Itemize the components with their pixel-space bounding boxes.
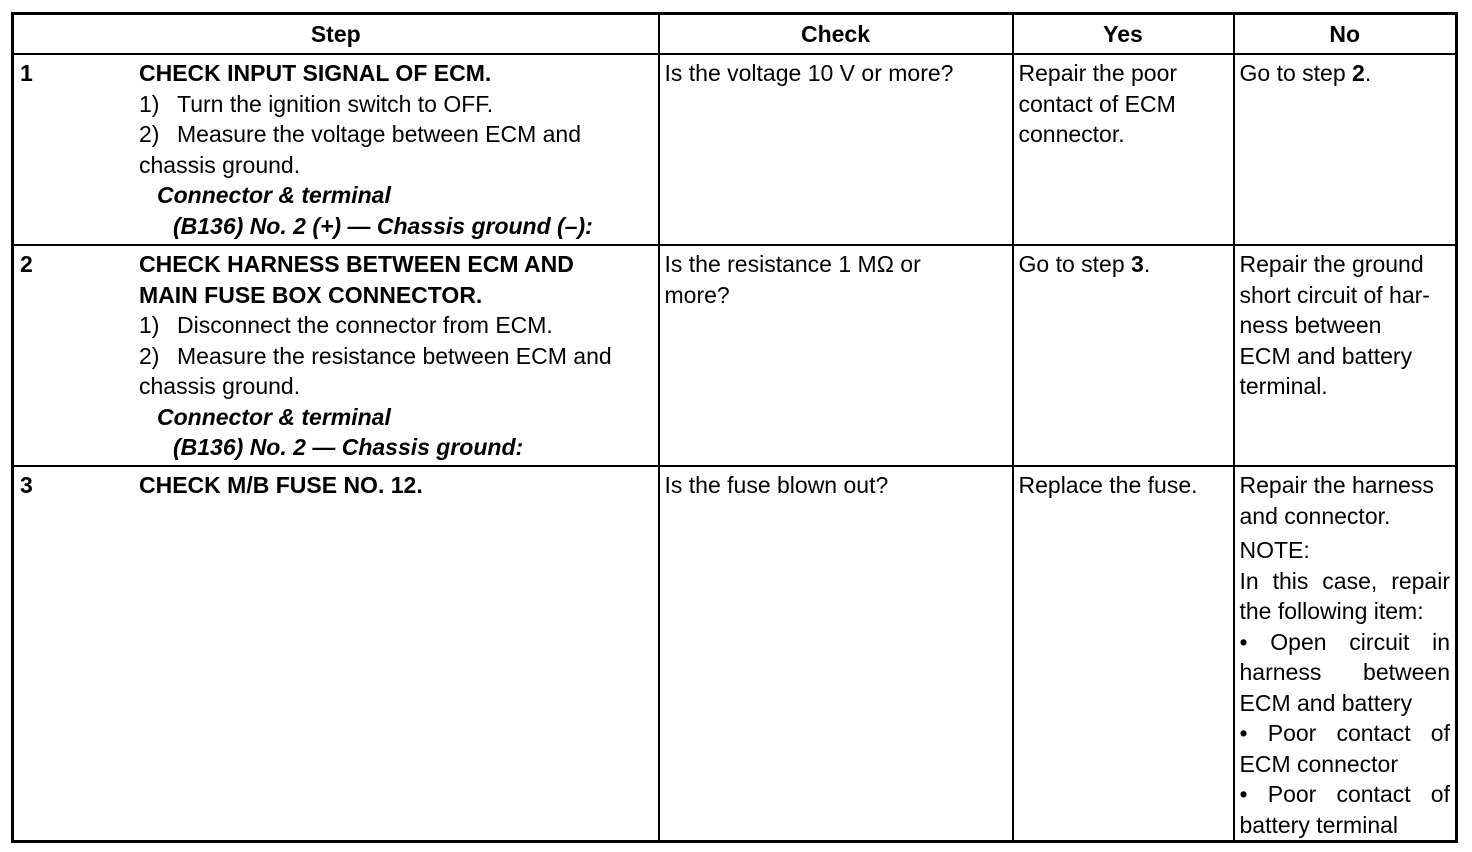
note-item: • Poor contact of: [1239, 781, 1450, 807]
step-cell: [13, 466, 659, 842]
header-step: Step: [13, 14, 659, 55]
note-text: In this case, repair: [1239, 567, 1450, 594]
substep-continuation: chassis ground.: [139, 373, 301, 399]
table-row: [13, 245, 1457, 466]
no-text: ECM and battery: [1239, 342, 1413, 369]
header-row: [13, 14, 1457, 55]
no-text: Repair the harness: [1239, 472, 1434, 498]
step-title: CHECK M/B FUSE NO. 12.: [139, 472, 423, 498]
step-substep: 2) Measure the voltage between ECM and: [139, 121, 582, 147]
step-number: 2: [20, 251, 33, 277]
note-item: • Open circuit in: [1239, 628, 1450, 655]
yes-cell: [1013, 466, 1234, 842]
step-substep: 1) Disconnect the connector from ECM.: [139, 312, 553, 338]
diagnostic-table: [11, 12, 1458, 843]
header-yes: Yes: [1013, 14, 1234, 55]
no-text: Go to step 2.: [1239, 60, 1372, 86]
note-item: ECM and battery: [1239, 689, 1413, 716]
check-cell: [659, 54, 1013, 245]
connector-terminal-label: Connector & terminal: [157, 182, 391, 208]
check-cell: [659, 466, 1013, 842]
check-text: Is the fuse blown out?: [664, 472, 889, 498]
note-item: harness between: [1239, 659, 1450, 685]
no-cell: [1234, 54, 1457, 245]
step-number: 1: [20, 60, 33, 86]
step-title: MAIN FUSE BOX CONNECTOR.: [139, 281, 483, 308]
check-text: more?: [664, 281, 730, 308]
check-text: Is the voltage 10 V or more?: [664, 60, 954, 86]
connector-terminal-value: (B136) No. 2 — Chassis ground:: [173, 434, 524, 460]
table-row: [13, 54, 1457, 245]
step-cell: [13, 54, 659, 245]
yes-text: Replace the fuse.: [1018, 472, 1198, 498]
no-text: short circuit of har-: [1239, 281, 1430, 308]
note-text: the following item:: [1239, 598, 1424, 624]
yes-text: Go to step 3.: [1018, 251, 1151, 277]
no-text: ness between: [1239, 312, 1382, 338]
connector-terminal-label: Connector & terminal: [157, 403, 391, 430]
step-substep: 2) Measure the resistance between ECM and: [139, 342, 612, 369]
step-cell: [13, 245, 659, 466]
note-item: ECM connector: [1239, 750, 1399, 777]
yes-cell: [1013, 54, 1234, 245]
step-title: CHECK HARNESS BETWEEN ECM AND: [139, 251, 574, 277]
check-cell: [659, 245, 1013, 466]
no-cell: [1234, 466, 1457, 842]
step-title: CHECK INPUT SIGNAL OF ECM.: [139, 60, 492, 86]
note-label: NOTE:: [1239, 537, 1310, 563]
yes-cell: [1013, 245, 1234, 466]
no-cell: [1234, 245, 1457, 466]
header-no: No: [1234, 14, 1457, 55]
no-text: and connector.: [1239, 502, 1391, 529]
substep-continuation: chassis ground.: [139, 151, 301, 178]
header-check: Check: [659, 14, 1013, 55]
no-text: Repair the ground: [1239, 251, 1424, 277]
note-item: battery terminal: [1239, 811, 1399, 838]
yes-text: connector.: [1018, 121, 1125, 147]
no-text: terminal.: [1239, 373, 1328, 399]
table-row: [13, 466, 1457, 842]
connector-terminal-value: (B136) No. 2 (+) — Chassis ground (–):: [173, 212, 593, 239]
note-item: • Poor contact of: [1239, 720, 1450, 746]
check-text: Is the resistance 1 MΩ or: [664, 251, 921, 277]
step-substep: 1) Turn the ignition switch to OFF.: [139, 90, 494, 117]
yes-text: contact of ECM: [1018, 90, 1176, 117]
yes-text: Repair the poor: [1018, 60, 1178, 86]
step-number: 3: [20, 472, 33, 498]
